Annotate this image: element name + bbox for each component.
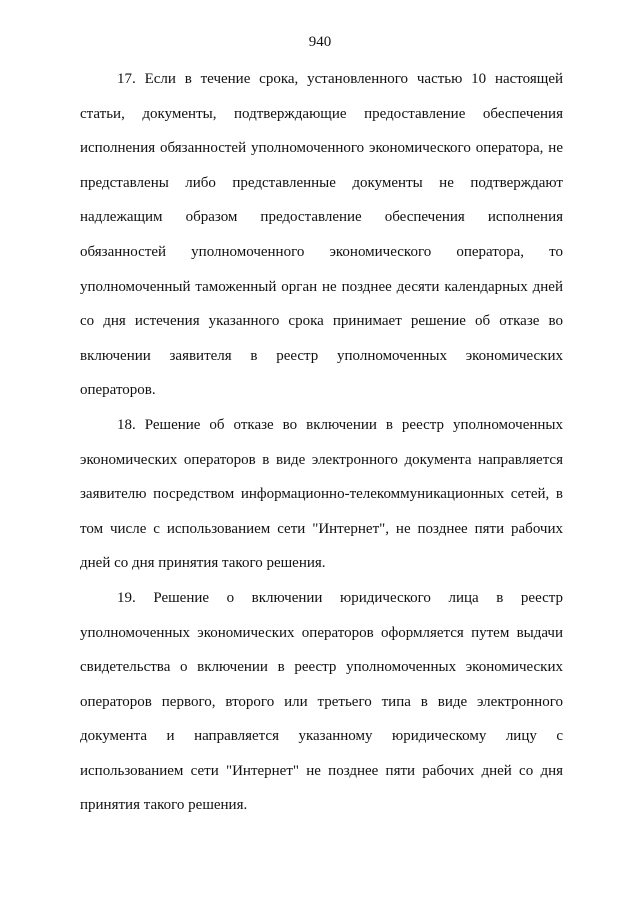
text-line: исполнения обязанностей уполномоченного экономического оператора, не: [80, 140, 563, 157]
text-line: операторов.: [80, 382, 156, 399]
text-line: заявителю посредством информационно-телекоммуникационных сетей, в: [80, 486, 563, 503]
text-line: операторов первого, второго или третьего типа в виде электронного: [80, 693, 563, 710]
text-line: 18. Решение об отказе во включении в реестр уполномоченных: [117, 416, 563, 433]
text-line: уполномоченных экономических операторов оформляется путем выдачи: [80, 624, 563, 641]
text-line: документа и направляется указанному юридическому лицу с: [80, 728, 563, 745]
text-line: представлены либо представленные документы не подтверждают: [80, 174, 563, 191]
text-line: использованием сети "Интернет" не позднее пяти рабочих дней со дня: [80, 762, 563, 779]
text-line: статьи, документы, подтверждающие предоставление обеспечения: [80, 105, 563, 122]
text-line: принятия такого решения.: [80, 797, 248, 814]
text-line: дней со дня принятия такого решения.: [80, 555, 326, 572]
text-line: уполномоченный таможенный орган не позднее десяти календарных дней: [80, 278, 563, 295]
text-line: обязанностей уполномоченного экономического оператора, то: [80, 243, 563, 260]
text-line: включении заявителя в реестр уполномоченных экономических: [80, 347, 563, 364]
text-line: свидетельства о включении в реестр уполномоченных экономических: [80, 659, 563, 676]
paragraph-19: [80, 581, 563, 823]
text-line: том числе с использованием сети "Интернет", не позднее пяти рабочих: [80, 520, 563, 537]
text-line: экономических операторов в виде электронного документа направляется: [80, 451, 563, 468]
text-line: 19. Решение о включении юридического лица в реестр: [117, 589, 563, 606]
document-body: [80, 62, 563, 823]
page-number: 940: [308, 34, 332, 50]
text-line: надлежащим образом предоставление обеспечения исполнения: [80, 209, 563, 226]
paragraph-17: [80, 62, 563, 408]
text-line: со дня истечения указанного срока принимает решение об отказе во: [80, 313, 563, 330]
paragraph-18: [80, 408, 563, 581]
text-line: 17. Если в течение срока, установленного частью 10 настоящей: [117, 71, 563, 87]
